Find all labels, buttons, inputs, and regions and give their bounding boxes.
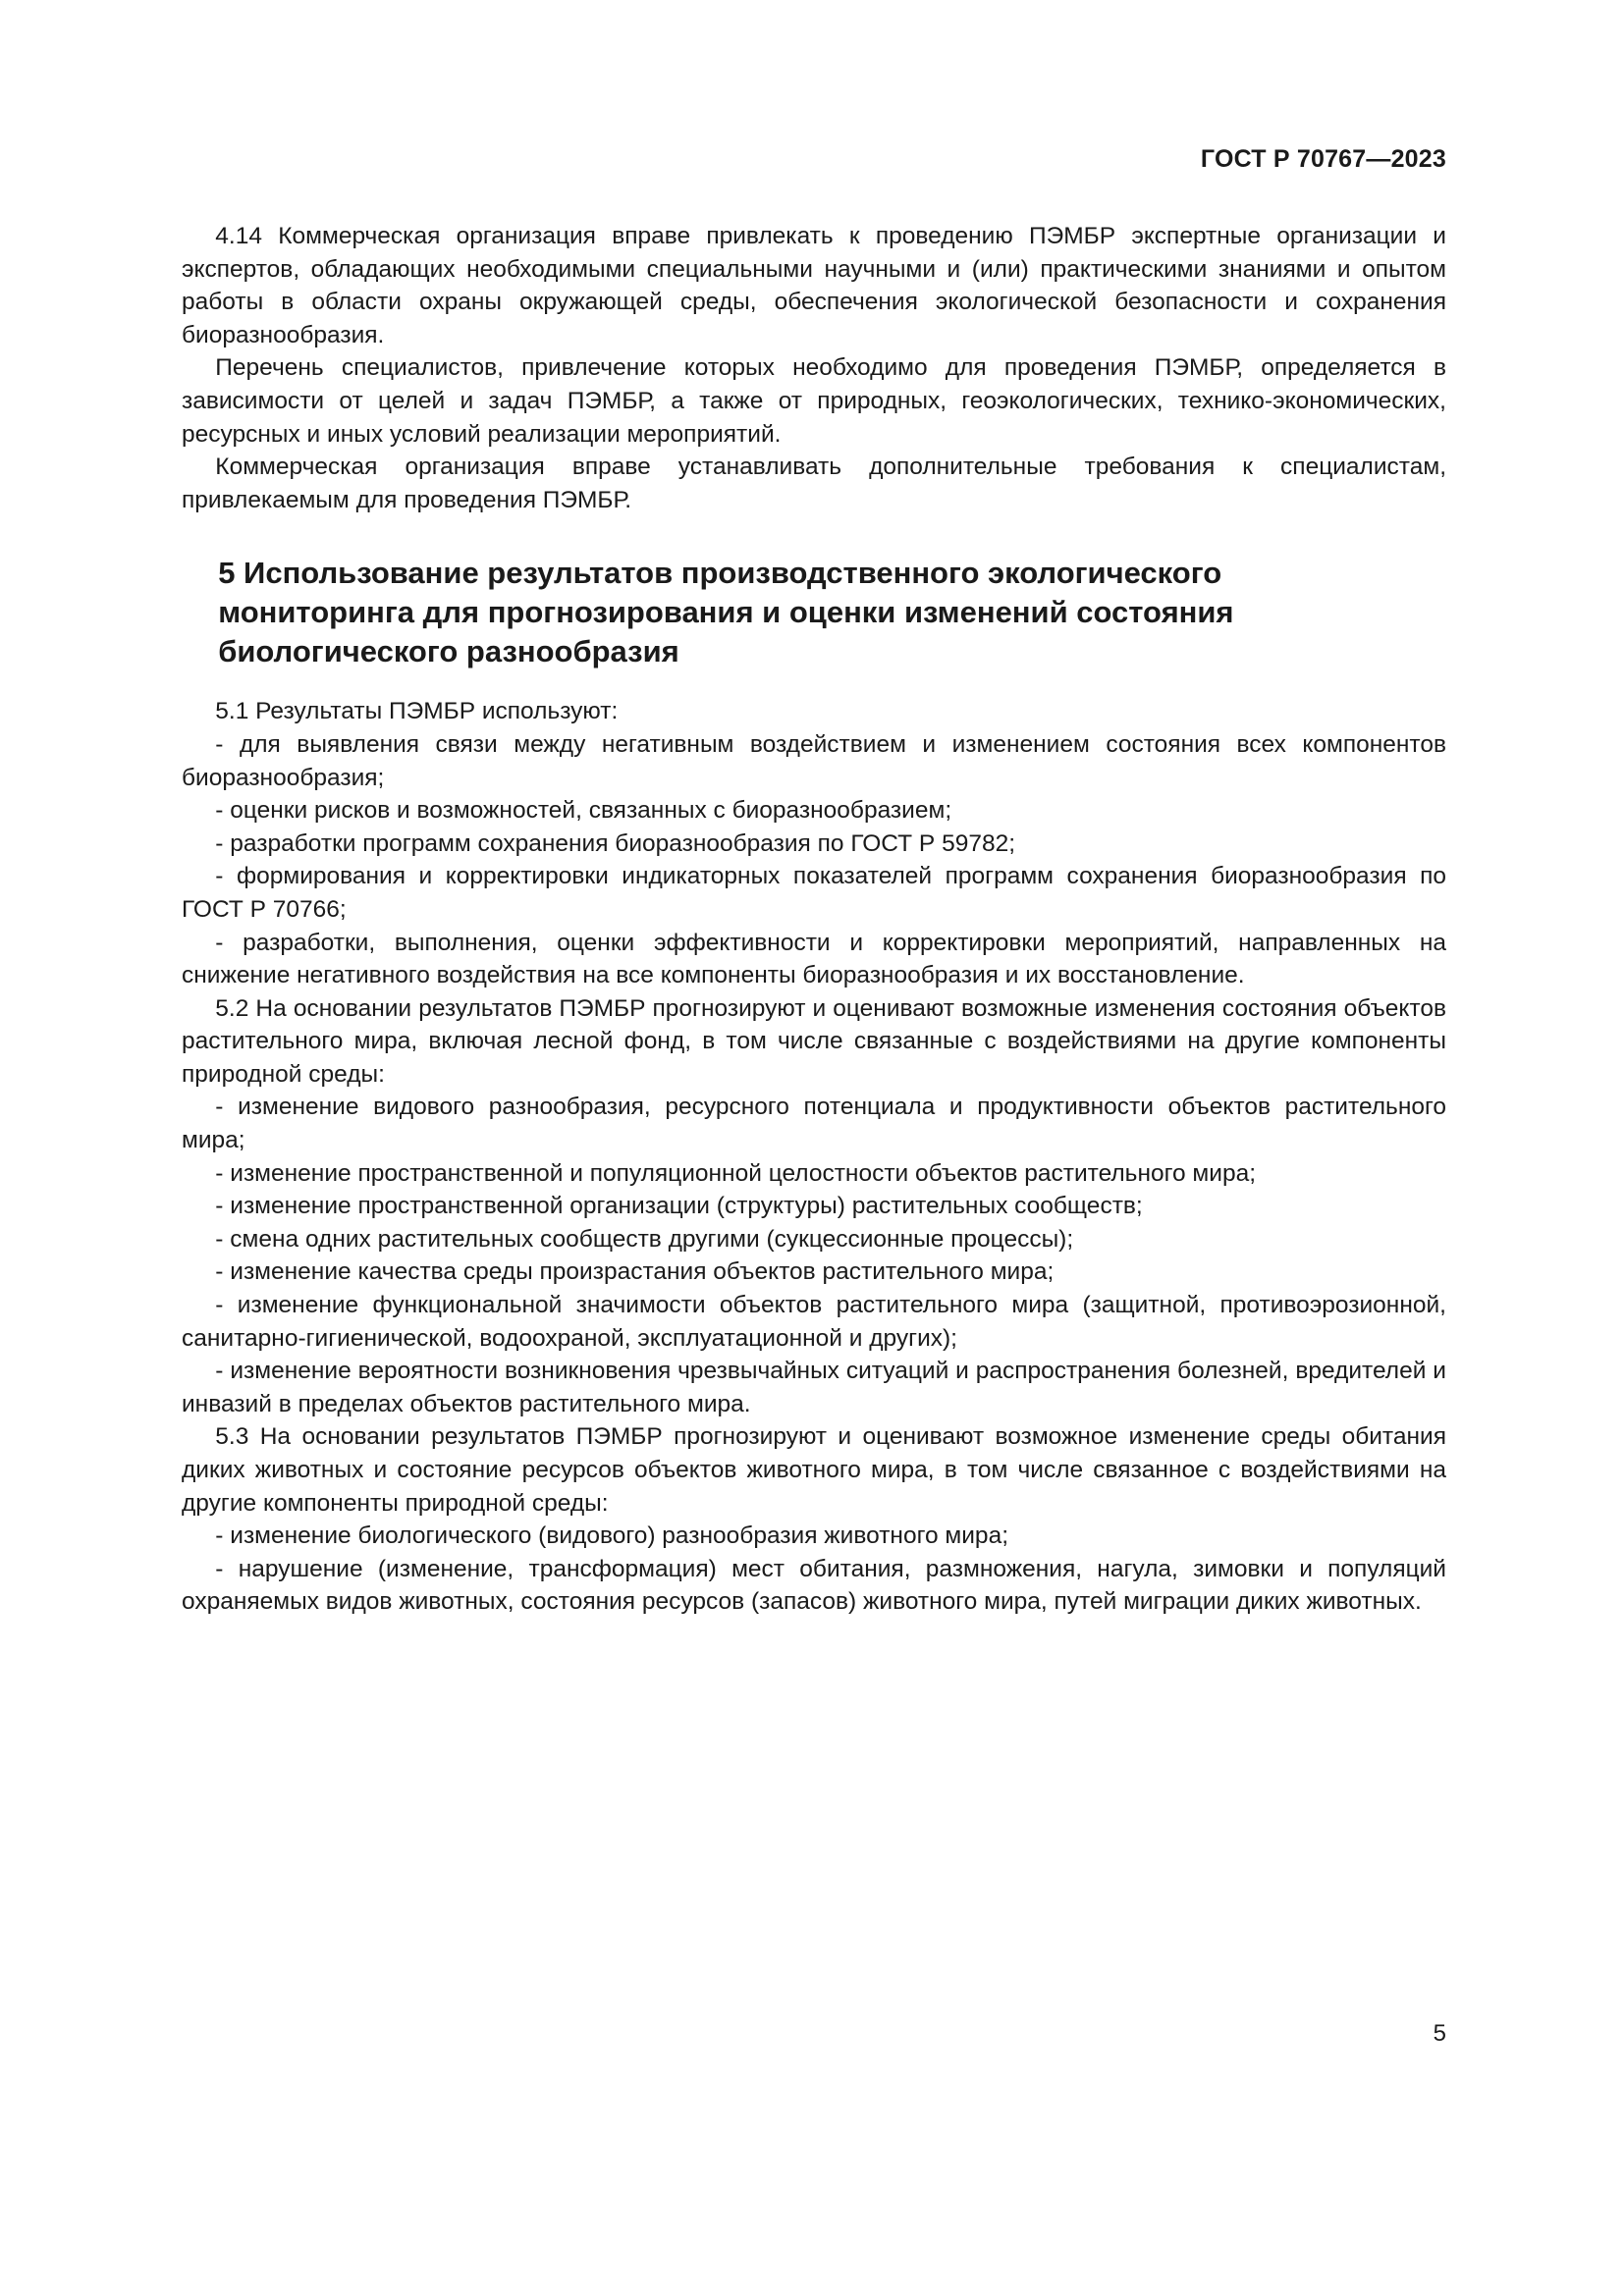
document-code-header: ГОСТ Р 70767—2023: [1200, 145, 1446, 173]
list-item: - разработки, выполнения, оценки эффективности и корректировки мероприятий, направленных на снижение негативного воздействия на все компоненты биоразнообразия и их восстановление.: [182, 929, 1446, 989]
list-item: - нарушение (изменение, трансформация) мест обитания, размножения, нагула, зимовки и популяций охраняемых видов животных, состояния ресурсов (запасов) животного мира, путей миграции диких животных.: [182, 1555, 1446, 1616]
list-item: - изменение видового разнообразия, ресурсного потенциала и продуктивности объектов растительного мира;: [182, 1094, 1446, 1154]
list-item: - смена одних растительных сообществ другими (сукцессионные процессы);: [215, 1225, 1074, 1253]
list-item: - для выявления связи между негативным воздействием и изменением состояния всех компонентов биоразнообразия;: [182, 730, 1446, 791]
list-item: - изменение пространственной и популяционной целостности объектов растительного мира;: [215, 1159, 1257, 1187]
page-content: [182, 220, 1446, 1619]
paragraph-5-1: 5.1 Результаты ПЭМБР используют:: [215, 698, 619, 725]
paragraph-5-2: 5.2 На основании результатов ПЭМБР прогнозируют и оценивают возможные изменения состояния объектов растительного мира, включая лесной фонд, в том числе связанные с воздействиями на другие компоненты природной среды:: [182, 994, 1446, 1088]
list-item: - изменение пространственной организации (структуры) растительных сообществ;: [215, 1193, 1143, 1220]
section-5-heading: 5 Использование результатов производственного экологического мониторинга для прогнозирования и оценки изменений состояния биологического разнообразия: [218, 556, 1234, 669]
list-item: - разработки программ сохранения биоразнообразия по ГОСТ Р 59782;: [215, 829, 1016, 857]
list-item: - формирования и корректировки индикаторных показателей программ сохранения биоразнообразия по ГОСТ Р 70766;: [182, 863, 1446, 923]
list-item: - оценки рисков и возможностей, связанных с биоразнообразием;: [215, 797, 952, 825]
paragraph-4-14: 4.14 Коммерческая организация вправе привлекать к проведению ПЭМБР экспертные организации и экспертов, обладающих необходимыми специальными научными и (или) практическими знаниями и опытом работы в области охраны окружающей среды, обеспечения экологической безопасности и сохранения биоразнообразия.: [182, 223, 1446, 348]
paragraph-5-3: 5.3 На основании результатов ПЭМБР прогнозируют и оценивают возможное изменение среды обитания диких животных и состояние ресурсов объектов животного мира, в том числе связанное с воздействиями на другие компоненты природной среды:: [182, 1423, 1446, 1517]
list-item: - изменение биологического (видового) разнообразия животного мира;: [215, 1522, 1008, 1550]
paragraph-additional-requirements: Коммерческая организация вправе устанавливать дополнительные требования к специалистам, привлекаемым для проведения ПЭМБР.: [182, 454, 1446, 513]
paragraph-specialists-list: Перечень специалистов, привлечение которых необходимо для проведения ПЭМБР, определяется в зависимости от целей и задач ПЭМБР, а также от природных, геоэкологических, технико-экономических, ресурсных и иных условий реализации мероприятий.: [182, 354, 1446, 448]
list-item: - изменение качества среды произрастания объектов растительного мира;: [215, 1258, 1055, 1286]
list-item: - изменение вероятности возникновения чрезвычайных ситуаций и распространения болезней, вредителей и инвазий в пределах объектов растительного мира.: [182, 1358, 1446, 1417]
list-item: - изменение функциональной значимости объектов растительного мира (защитной, противоэрозионной, санитарно-гигиенической, водоохраной, эксплуатационной и других);: [182, 1292, 1446, 1352]
page-number: 5: [1433, 2020, 1446, 2047]
